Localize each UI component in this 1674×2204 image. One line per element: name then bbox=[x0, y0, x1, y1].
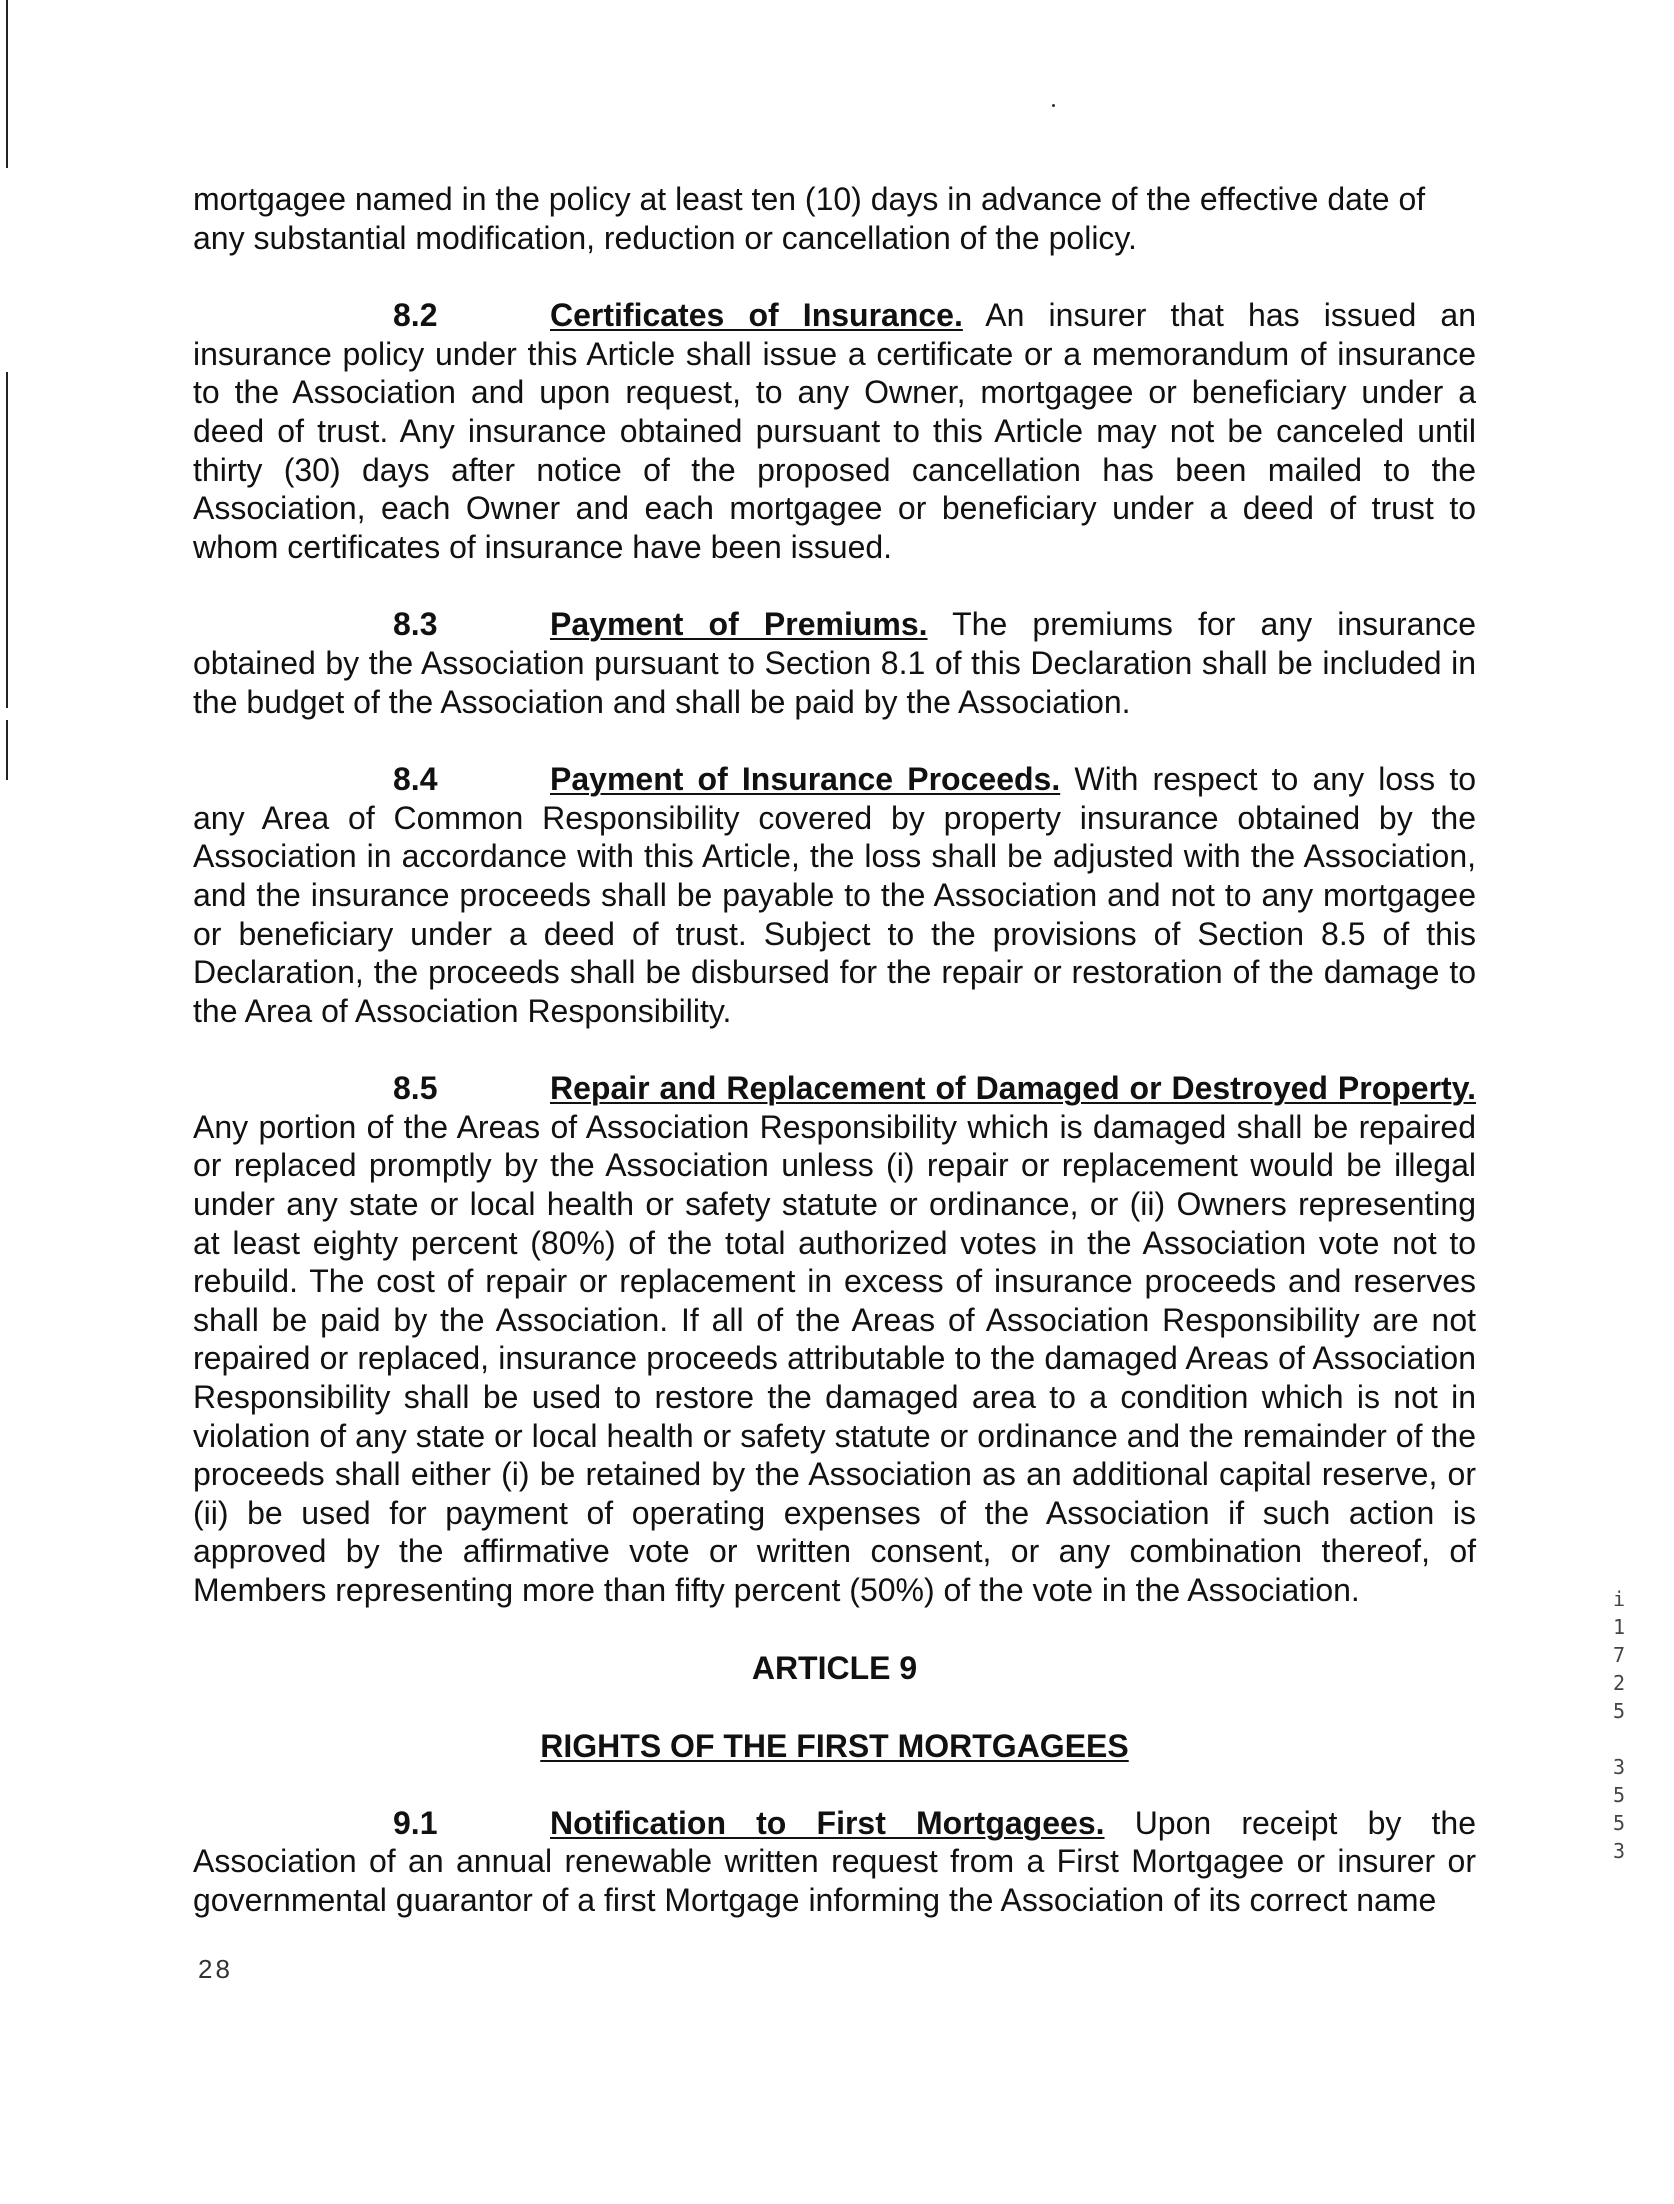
section-number: 9.1 bbox=[393, 1804, 438, 1841]
section-title: Payment of Premiums. bbox=[550, 606, 928, 643]
stamp-char: 5 bbox=[1612, 1699, 1626, 1723]
article-title: RIGHTS OF THE FIRST MORTGAGEES bbox=[540, 1728, 1129, 1765]
stamp-char: 7 bbox=[1612, 1643, 1626, 1667]
stamp-char: 5 bbox=[1612, 1783, 1626, 1807]
section-number: 8.2 bbox=[393, 297, 438, 334]
section-body: An insurer that has issued an insurance policy under this Article shall issue a certificate or a memorandum of insurance to the Association and upon request, to any Owner, mortgagee or beneficiary under a deed of trust. Any insurance obtained pursuant to this Article may not be canceled until thirty (30) days after notice of the proposed cancellation has been mailed to the Association, each Owner and each mortgagee or beneficiary under a deed of trust to whom certificates of insurance have been issued. bbox=[193, 297, 1477, 565]
section-8-3 bbox=[193, 605, 1476, 721]
intro-paragraph: mortgagee named in the policy at least ten (10) days in advance of the effective date of any substantial modification, reduction or cancellation of the policy. bbox=[193, 181, 1426, 256]
section-title: Certificates of Insurance. bbox=[550, 297, 963, 334]
section-8-2 bbox=[193, 296, 1476, 566]
article-heading: ARTICLE 9 bbox=[751, 1649, 918, 1686]
scan-margin-line-top bbox=[6, 0, 8, 168]
stamp-char: 3 bbox=[1612, 1755, 1626, 1779]
recording-stamp bbox=[1602, 1585, 1636, 1865]
page-number: 28 bbox=[198, 1954, 233, 1984]
section-title: Payment of Insurance Proceeds. bbox=[550, 761, 1061, 798]
stamp-char: 3 bbox=[1612, 1839, 1626, 1863]
section-9-1 bbox=[193, 1804, 1476, 1920]
stamp-char: 5 bbox=[1612, 1811, 1626, 1835]
document-body bbox=[193, 180, 1476, 1959]
section-number: 8.5 bbox=[393, 1070, 438, 1107]
section-8-4 bbox=[193, 760, 1476, 1030]
section-title: Repair and Replacement of Damaged or Destroyed Property. bbox=[550, 1070, 1476, 1107]
stamp-char bbox=[1602, 1725, 1636, 1753]
stamp-char: i bbox=[1612, 1587, 1626, 1611]
section-body: Any portion of the Areas of Association Responsibility which is damaged shall be repaired or replaced promptly by the Association unless (i) repair or replacement would be illegal under any state or local health or safety statute or ordinance, or (ii) Owners representing at least eighty percent (80%) of the total authorized votes in the Association vote not to rebuild. The cost of repair or replacement in excess of insurance proceeds and reserves shall be paid by the Association. If all of the Areas of Association Responsibility are not repaired or replaced, insurance proceeds attributable to the damaged Areas of Association Responsibility shall be used to restore the damaged area to a condition which is not in violation of any state or local health or safety statute or ordinance and the remainder of the proceeds shall either (i) be retained by the Association as an additional capital reserve, or (ii) be used for payment of operating expenses of the Association if such action is approved by the affirmative vote or written consent, or any combination thereof, of Members representing more than fifty percent (50%) of the vote in the Association. bbox=[193, 1108, 1476, 1608]
scan-speck bbox=[1052, 104, 1055, 107]
section-body: Upon receipt by the Association of an annual renewable written request from a First Mortgagee or insurer or governmental guarantor of a first Mortgage informing the Association of its correct name bbox=[193, 1804, 1477, 1918]
scan-margin-line-middle bbox=[6, 372, 8, 708]
section-number: 8.4 bbox=[393, 761, 438, 798]
section-body: With respect to any loss to any Area of Common Responsibility covered by property insurance obtained by the Association in accordance with this Article, the loss shall be adjusted with the Association, and the insurance proceeds shall be payable to the Association and not to any mortgagee or beneficiary under a deed of trust. Subject to the provisions of Section 8.5 of this Declaration, the proceeds shall be disbursed for the repair or restoration of the damage to the Area of Association Responsibility. bbox=[193, 761, 1477, 1029]
stamp-char: 2 bbox=[1612, 1671, 1626, 1695]
section-body: The premiums for any insurance obtained by the Association pursuant to Section 8.1 of this Declaration shall be included in the budget of the Association and shall be paid by the Association. bbox=[193, 606, 1477, 720]
section-title: Notification to First Mortgagees. bbox=[550, 1804, 1105, 1841]
stamp-char: 1 bbox=[1612, 1615, 1626, 1639]
section-8-5 bbox=[193, 1069, 1476, 1609]
scan-margin-line-lower bbox=[6, 720, 8, 780]
section-number: 8.3 bbox=[393, 606, 438, 643]
